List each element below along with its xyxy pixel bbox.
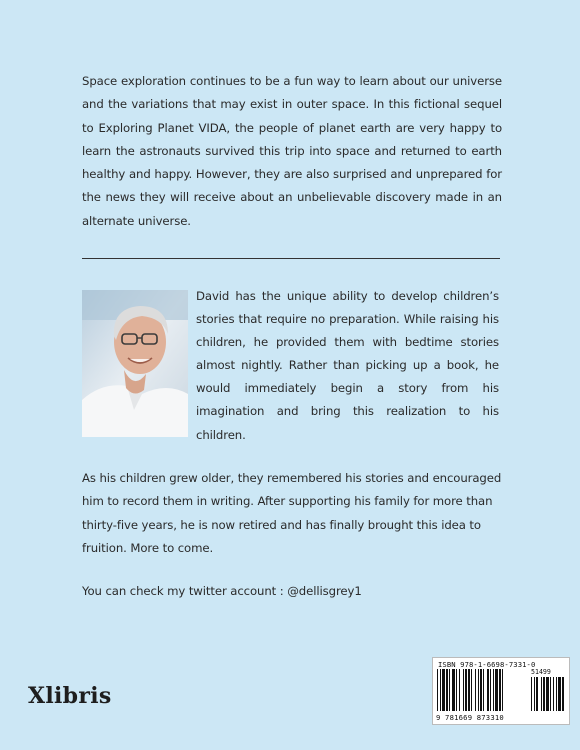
divider-line <box>82 258 500 259</box>
barcode-bars <box>437 669 565 713</box>
back-cover-blurb: Space exploration continues to be a fun way to learn about our universe and the variations that may exist in outer space. In this fictional sequel to Exploring Planet VIDA, the people of planet earth are very happy to learn the astronauts survived this trip into space and returned to earth healthy and happy. However, they are also surprised and unprepared for the news they will receive about an unbelievable discovery made in an alternate universe. <box>82 74 502 228</box>
price-code: 51499 <box>531 668 551 676</box>
isbn-barcode <box>432 657 570 725</box>
isbn-text: ISBN 978-1-6698-7331-0 <box>438 660 536 669</box>
ean-digits: 9 781669 873310 <box>436 713 504 722</box>
publisher-logo: Xlibris <box>28 683 112 709</box>
twitter-line: You can check my twitter account : @dellisgrey1 <box>82 584 362 598</box>
author-bio-paragraph: As his children grew older, they remembered his stories and encouraged him to record them in writing. After supporting his family for more than thirty-five years, he is now retired and has finally brought this idea to fruition. More to come. <box>82 471 502 555</box>
author-photo <box>82 290 188 437</box>
author-bio-paragraph: David has the unique ability to develop children’s stories that require no preparation. While raising his children, he provided them with bedtime stories almost nightly. Rather than picking up a book, he would immediately begin a story from his imagination and bring this realization to his children. <box>196 289 499 442</box>
